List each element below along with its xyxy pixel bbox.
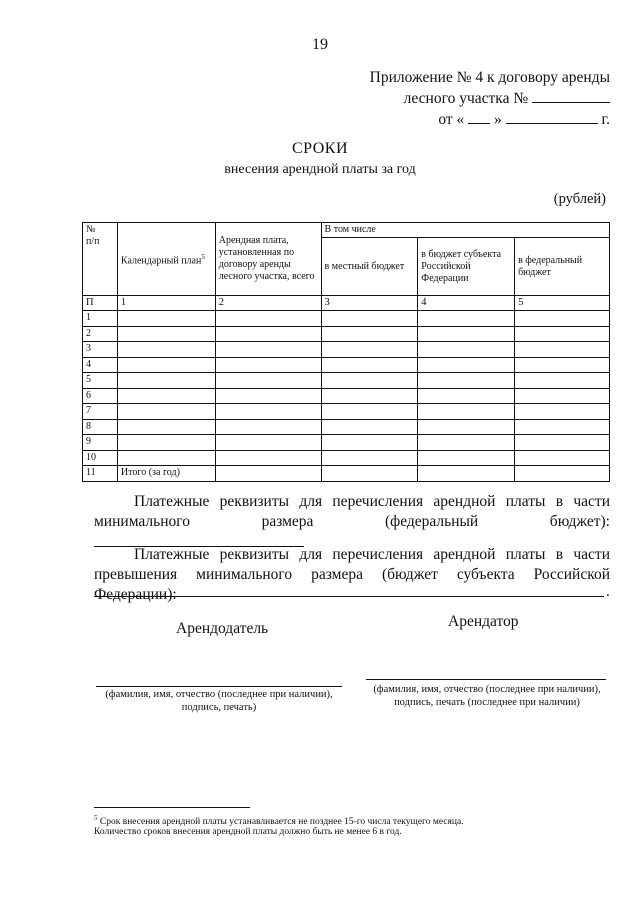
lessor-caption	[94, 688, 344, 714]
payment-details-federal	[94, 492, 610, 553]
payment-schedule-table	[82, 222, 610, 482]
header-regional-budget: в бюджет субъекта Российской Федерации	[418, 238, 515, 296]
table-cell[interactable]	[215, 311, 321, 327]
payment-details-federal-text: Платежные реквизиты для перечисления арендной платы в части минимального размера (федеральный бюджет):	[94, 493, 610, 530]
table-cell[interactable]	[321, 450, 418, 466]
total-label: Итого (за год)	[117, 466, 215, 482]
lessee-caption-line-2: подпись, печать (последнее при наличии)	[394, 697, 580, 708]
table-cell[interactable]	[117, 311, 215, 327]
table-row	[83, 373, 610, 389]
column-number: 2	[215, 296, 321, 311]
table-cell[interactable]	[321, 326, 418, 342]
lessee-title: Арендатор	[448, 613, 519, 630]
header-calendar-plan-text: Календарный план	[120, 255, 202, 267]
table-cell[interactable]	[515, 311, 610, 327]
lessor-title: Арендодатель	[176, 620, 269, 637]
table-row	[83, 357, 610, 373]
row-number: 7	[83, 404, 118, 420]
month-year-blank[interactable]	[506, 109, 598, 124]
table-cell[interactable]	[117, 342, 215, 358]
table-cell[interactable]	[215, 388, 321, 404]
table-cell[interactable]	[321, 404, 418, 420]
annex-header	[370, 68, 610, 130]
table-cell[interactable]	[215, 435, 321, 451]
table-row	[83, 419, 610, 435]
header-row-number: № п/п	[83, 223, 118, 296]
table-cell[interactable]	[418, 435, 515, 451]
table-cell[interactable]	[515, 419, 610, 435]
table-cell[interactable]	[117, 450, 215, 466]
annex-line-2-text: лесного участка №	[403, 90, 529, 107]
table-cell[interactable]	[321, 311, 418, 327]
row-number: 1	[83, 311, 118, 327]
row-number: 6	[83, 388, 118, 404]
table-cell[interactable]	[515, 450, 610, 466]
total-row	[83, 466, 610, 482]
table-cell[interactable]	[215, 466, 321, 482]
row-number: 2	[83, 326, 118, 342]
table-cell[interactable]	[117, 357, 215, 373]
lessor-caption-line-1: (фамилия, имя, отчество (последнее при наличии),	[105, 689, 333, 700]
page-number: 19	[312, 36, 328, 53]
row-number: 8	[83, 419, 118, 435]
lessee-signature-line[interactable]	[366, 679, 606, 680]
table-cell[interactable]	[515, 404, 610, 420]
table-cell[interactable]	[321, 388, 418, 404]
table-cell[interactable]	[321, 435, 418, 451]
table-cell[interactable]	[321, 419, 418, 435]
table-cell[interactable]	[418, 373, 515, 389]
column-number: 4	[418, 296, 515, 311]
row-number: 3	[83, 342, 118, 358]
row-number: 4	[83, 357, 118, 373]
table-cell[interactable]	[418, 450, 515, 466]
annex-line-1: Приложение № 4 к договору аренды	[369, 69, 610, 86]
footnote-marker: 5	[94, 814, 98, 822]
header-calendar-plan	[117, 223, 215, 296]
row-number: 10	[83, 450, 118, 466]
table-cell[interactable]	[515, 342, 610, 358]
table-row	[83, 435, 610, 451]
header-including: В том числе	[321, 223, 609, 238]
table-cell[interactable]	[215, 373, 321, 389]
row-number: 5	[83, 373, 118, 389]
lessor-caption-line-2: подпись, печать)	[181, 702, 257, 713]
table-row	[83, 342, 610, 358]
lessor-signature-line[interactable]	[96, 686, 342, 687]
annex-year-suffix: г.	[601, 111, 610, 128]
table-cell[interactable]	[418, 326, 515, 342]
table-cell[interactable]	[418, 311, 515, 327]
plot-number-blank[interactable]	[532, 88, 610, 103]
table-cell[interactable]	[515, 373, 610, 389]
table-row	[83, 404, 610, 420]
payment-details-regional-text: Платежные реквизиты для перечисления арендной платы в части превышения минимального размера (бюджет субъекта Российской Федерации):	[94, 546, 610, 603]
table-cell[interactable]	[418, 357, 515, 373]
table-cell[interactable]	[418, 404, 515, 420]
table-cell[interactable]	[515, 466, 610, 482]
column-number: П	[83, 296, 118, 311]
table-cell[interactable]	[215, 326, 321, 342]
table-cell[interactable]	[418, 342, 515, 358]
table-cell[interactable]	[215, 342, 321, 358]
day-blank[interactable]	[468, 109, 490, 124]
table-cell[interactable]	[117, 404, 215, 420]
table-cell[interactable]	[117, 373, 215, 389]
annex-line-2	[370, 88, 610, 109]
footnote-marker-sup: 5	[201, 252, 205, 261]
table-cell[interactable]	[117, 419, 215, 435]
header-federal-budget: в федеральный бюджет	[515, 238, 610, 296]
table-cell[interactable]	[117, 326, 215, 342]
table-cell[interactable]	[215, 419, 321, 435]
row-number: 9	[83, 435, 118, 451]
table-cell[interactable]	[321, 466, 418, 482]
table-cell[interactable]	[418, 466, 515, 482]
column-number: 5	[515, 296, 610, 311]
table-row	[83, 450, 610, 466]
row-number: 11	[83, 466, 118, 482]
table-cell[interactable]	[321, 357, 418, 373]
lessee-caption-line-1: (фамилия, имя, отчество (последнее при наличии),	[373, 684, 601, 695]
table-cell[interactable]	[515, 357, 610, 373]
column-number: 1	[117, 296, 215, 311]
table-cell[interactable]	[321, 373, 418, 389]
table-cell[interactable]	[117, 388, 215, 404]
footnote-line-2: Количество сроков внесения арендной платы должно быть не менее 6 в год.	[94, 827, 402, 837]
table-cell[interactable]	[215, 404, 321, 420]
table-cell[interactable]	[418, 419, 515, 435]
lessee-caption	[364, 683, 610, 709]
table-cell[interactable]	[515, 326, 610, 342]
document-title: СРОКИ	[291, 140, 349, 157]
annex-date-open: от «	[438, 111, 465, 128]
annex-line-3	[370, 109, 610, 130]
annex-date-close: »	[494, 111, 502, 128]
document-subtitle: внесения арендной платы за год	[224, 162, 416, 177]
regional-details-blank[interactable]	[94, 596, 604, 597]
table-cell[interactable]	[215, 357, 321, 373]
table-cell[interactable]	[515, 435, 610, 451]
table-cell[interactable]	[321, 342, 418, 358]
table-cell[interactable]	[117, 435, 215, 451]
currency-unit: (рублей)	[553, 191, 606, 207]
table-cell[interactable]	[418, 388, 515, 404]
column-number: 3	[321, 296, 418, 311]
header-rent-total: Арендная плата, установленная по договору аренды лесного участка, всего	[215, 223, 321, 296]
table-cell[interactable]	[215, 450, 321, 466]
footnote-text-1: Срок внесения арендной платы устанавливается не позднее 15-го числа текущего месяца.	[99, 817, 464, 828]
table-row	[83, 326, 610, 342]
table-row	[83, 388, 610, 404]
table-row	[83, 311, 610, 327]
header-local-budget: в местный бюджет	[321, 238, 418, 296]
footnote-separator	[94, 807, 250, 808]
table-cell[interactable]	[515, 388, 610, 404]
column-number-row	[83, 296, 610, 311]
